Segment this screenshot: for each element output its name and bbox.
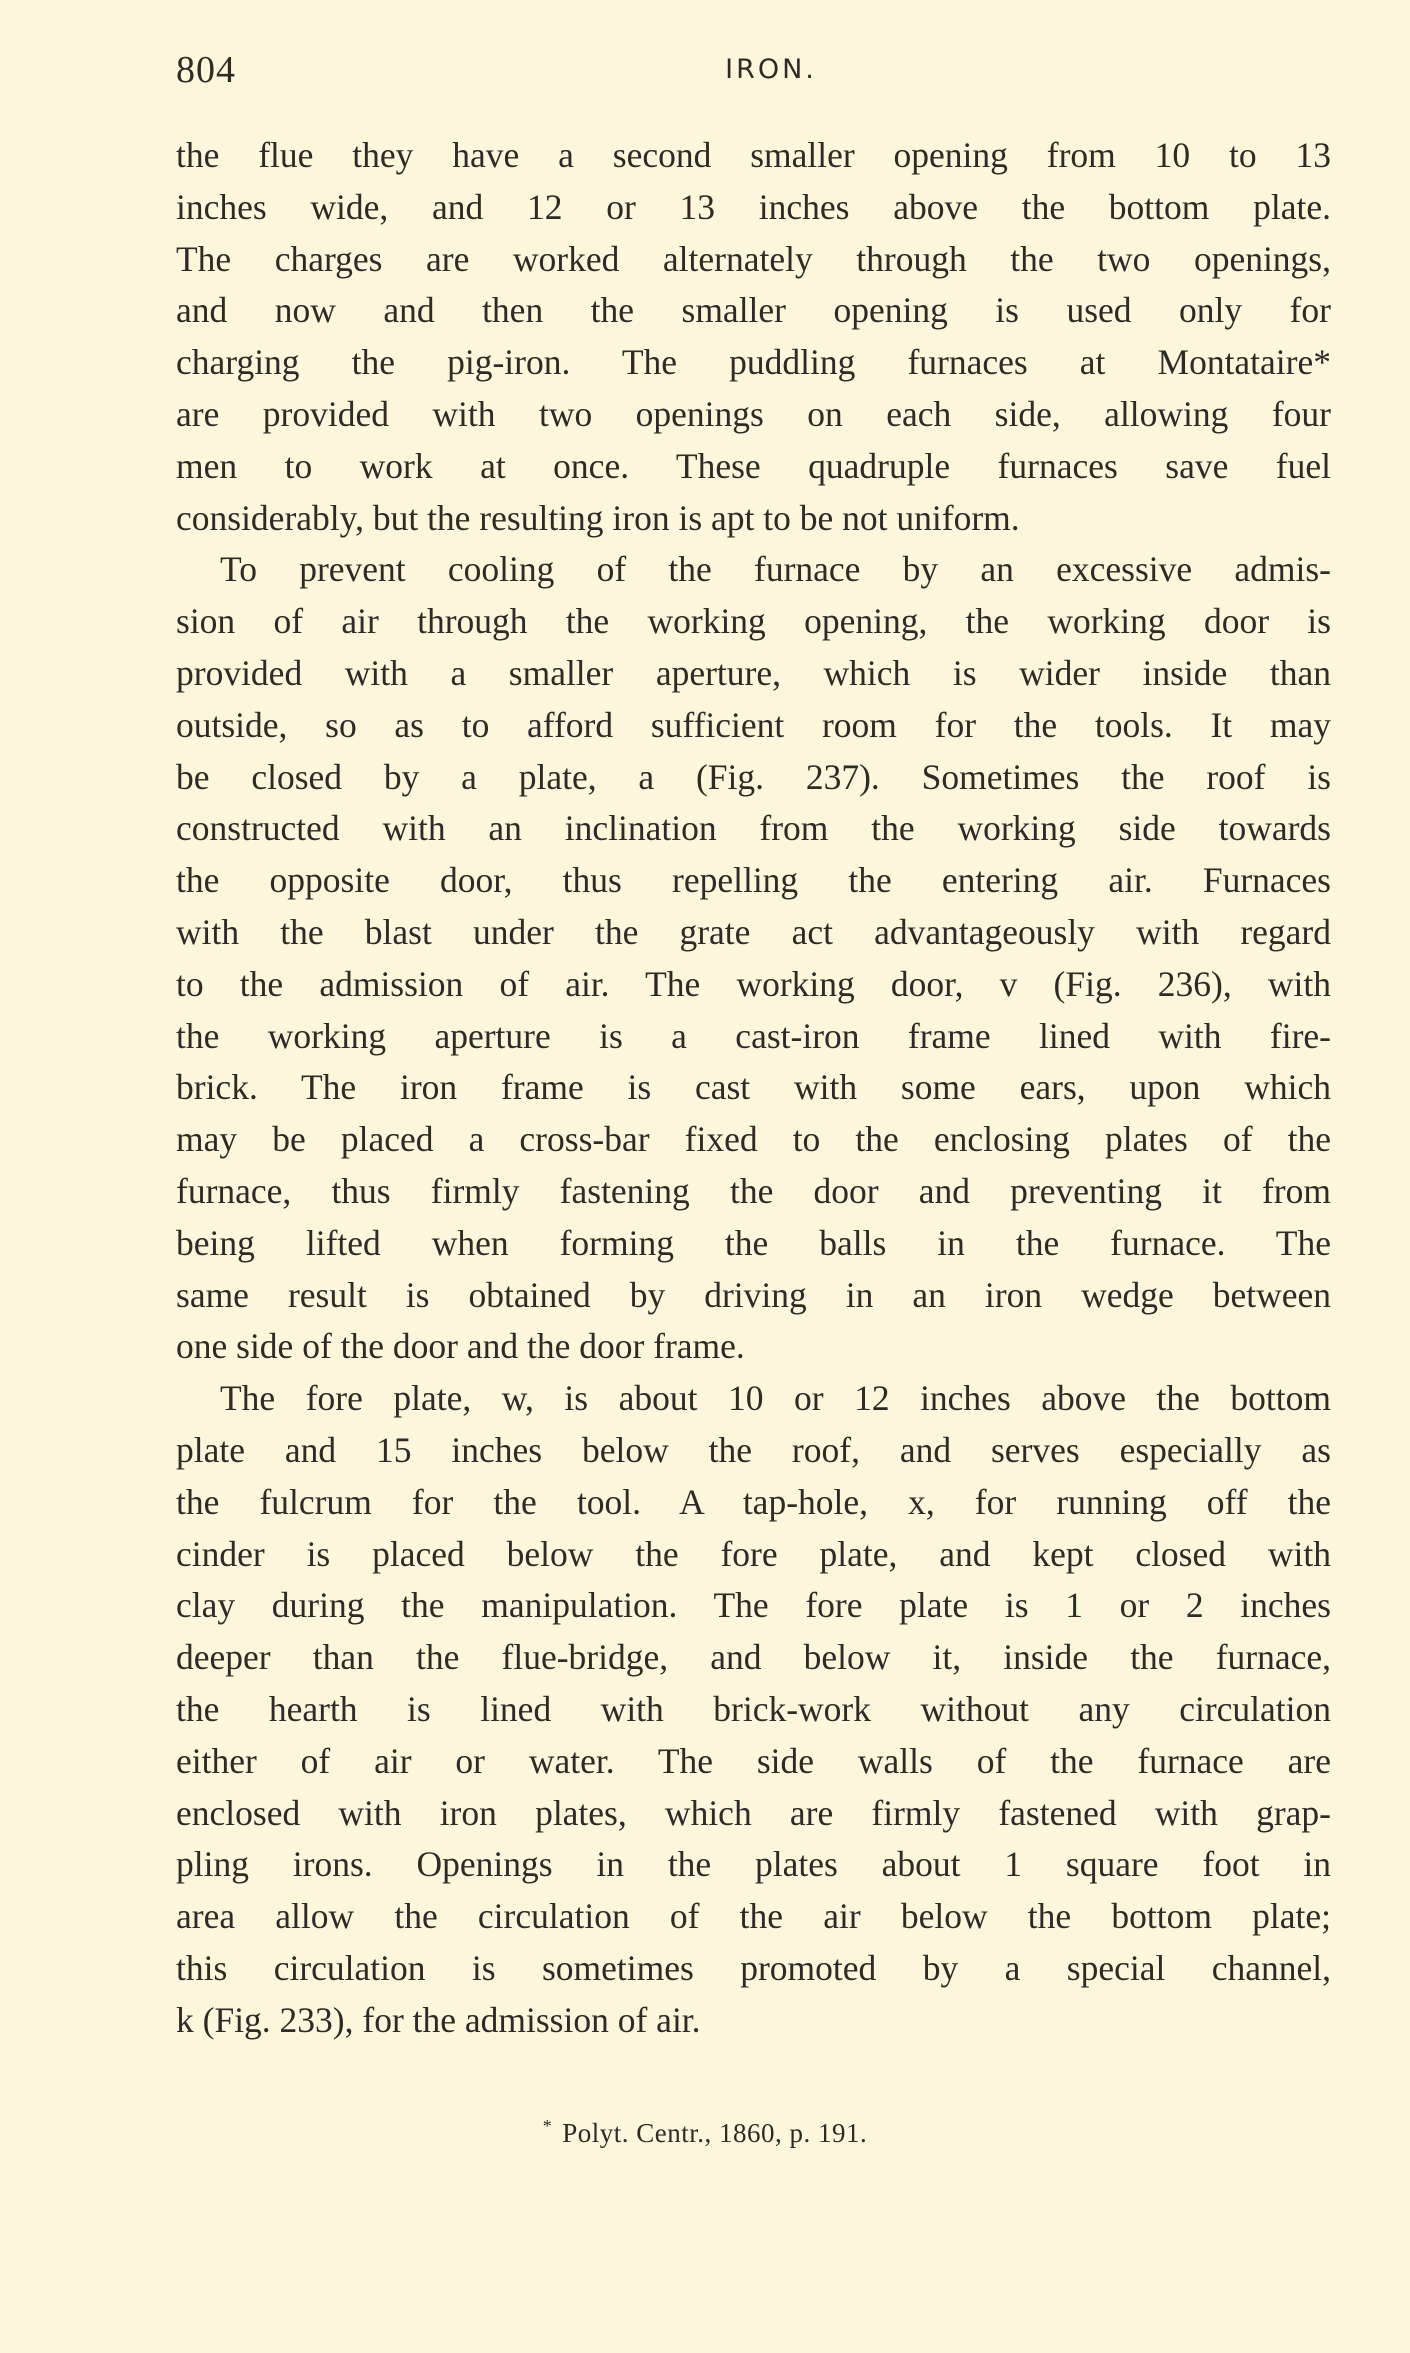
- text-line: the flue they have a second smaller opening from 10 to 13: [176, 135, 1331, 175]
- text-line: this circulation is sometimes promoted by a special channel,: [176, 1947, 1331, 1988]
- text-line: furnace, thus firmly fastening the door and preventing it from: [176, 1170, 1331, 1211]
- text-line: brick. The iron frame is cast with some ears, upon which: [176, 1067, 1331, 1108]
- text-line: considerably, but the resulting iron is apt to be not uniform.: [176, 497, 1020, 538]
- text-line: The fore plate, w, is about 10 or 12 inches above the bottom: [220, 1378, 1331, 1419]
- text-line: constructed with an inclination from the working side towards: [176, 808, 1331, 849]
- text-line: sion of air through the working opening, the working door is: [176, 601, 1331, 642]
- footnote: [0, 2116, 1410, 2149]
- text-line: men to work at once. These quadruple furnaces save fuel: [176, 445, 1331, 486]
- text-line: enclosed with iron plates, which are firmly fastened with grap-: [176, 1792, 1331, 1833]
- text-line: with the blast under the grate act advantageously with regard: [176, 911, 1331, 952]
- text-line: being lifted when forming the balls in the furnace. The: [176, 1222, 1331, 1263]
- text-line: To prevent cooling of the furnace by an excessive admis-: [220, 549, 1331, 590]
- footnote-text: Polyt. Centr., 1860, p. 191.: [562, 2118, 868, 2148]
- text-line: clay during the manipulation. The fore plate is 1 or 2 inches: [176, 1585, 1331, 1626]
- text-line: the hearth is lined with brick-work without any circulation: [176, 1688, 1331, 1729]
- page-number: 804: [176, 49, 236, 91]
- text-line: pling irons. Openings in the plates about 1 square foot in: [176, 1844, 1331, 1885]
- text-line: either of air or water. The side walls of the furnace are: [176, 1740, 1331, 1781]
- footnote-mark: *: [542, 2116, 553, 2136]
- text-line: be closed by a plate, a (Fig. 237). Sometimes the roof is: [176, 756, 1331, 797]
- text-line: cinder is placed below the fore plate, and kept closed with: [176, 1533, 1331, 1574]
- text-line: may be placed a cross-bar fixed to the enclosing plates of the: [176, 1119, 1331, 1160]
- text-line: same result is obtained by driving in an iron wedge between: [176, 1274, 1331, 1315]
- text-line: to the admission of air. The working door, v (Fig. 236), with: [176, 963, 1331, 1004]
- text-line: inches wide, and 12 or 13 inches above the bottom plate.: [176, 186, 1331, 227]
- text-line: charging the pig-iron. The puddling furnaces at Montataire*: [176, 342, 1331, 383]
- text-line: are provided with two openings on each side, allowing four: [176, 393, 1331, 434]
- running-head: [176, 48, 1326, 98]
- text-line: deeper than the flue-bridge, and below it, inside the furnace,: [176, 1637, 1331, 1678]
- text-line: the fulcrum for the tool. A tap-hole, x, for running off the: [176, 1481, 1331, 1522]
- text-line: k (Fig. 233), for the admission of air.: [176, 1999, 701, 2040]
- text-line: and now and then the smaller opening is used only for: [176, 290, 1331, 331]
- body-text: [176, 130, 1331, 2046]
- text-line: plate and 15 inches below the roof, and serves especially as: [176, 1429, 1331, 1470]
- text-line: The charges are worked alternately through the two openings,: [176, 238, 1331, 279]
- text-line: area allow the circulation of the air below the bottom plate;: [176, 1896, 1331, 1937]
- text-line: the working aperture is a cast-iron frame lined with fire-: [176, 1015, 1331, 1056]
- text-line: one side of the door and the door frame.: [176, 1326, 745, 1367]
- text-line: the opposite door, thus repelling the entering air. Furnaces: [176, 860, 1331, 901]
- running-title: IRON.: [725, 54, 817, 85]
- text-line: outside, so as to afford sufficient room for the tools. It may: [176, 704, 1331, 745]
- text-line: provided with a smaller aperture, which is wider inside than: [176, 652, 1331, 693]
